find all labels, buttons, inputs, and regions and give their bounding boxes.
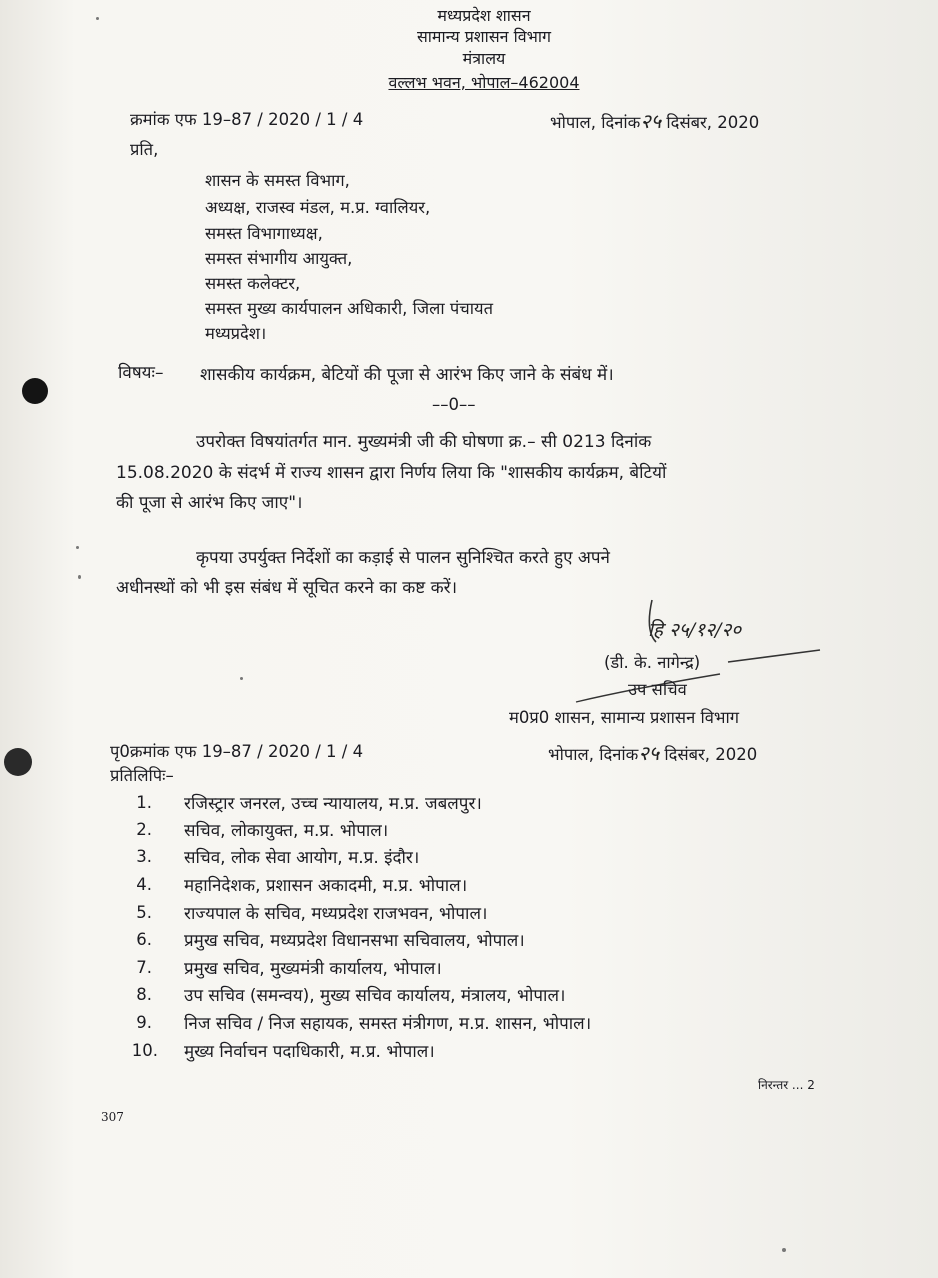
cc-item: मुख्य निर्वाचन पदाधिकारी, म.प्र. भोपाल। [184, 1042, 435, 1062]
signatory-department: म0प्र0 शासन, सामान्य प्रशासन विभाग [509, 708, 740, 727]
cc-item: उप सचिव (समन्वय), मुख्य सचिव कार्यालय, मंत्रालय, भोपाल। [184, 986, 566, 1006]
cc-number: 5. [136, 903, 152, 922]
header-ministry: मंत्रालय [462, 49, 506, 68]
signatory-designation: उप सचिव [628, 680, 687, 699]
speck [240, 677, 243, 680]
copy-to-label: प्रतिलिपिः– [110, 766, 174, 785]
subject-text: शासकीय कार्यक्रम, बेटियों की पूजा से आरंभ किए जाने के संबंध में। [200, 365, 614, 385]
recipient-4: समस्त संभागीय आयुक्त, [205, 249, 353, 268]
cc-number: 9. [136, 1013, 152, 1032]
punch-hole-bottom [4, 748, 32, 776]
subject-label: विषयः– [118, 363, 164, 383]
to-label: प्रति, [130, 140, 159, 159]
date-prefix: भोपाल, दिनांक [550, 113, 641, 132]
cc-item: रजिस्ट्रार जनरल, उच्च न्यायालय, म.प्र. जबलपुर। [184, 794, 482, 814]
cc-number: 3. [136, 847, 152, 866]
recipient-5: समस्त कलेक्टर, [205, 274, 301, 293]
speck [78, 575, 81, 579]
cc-number: 2. [136, 820, 152, 839]
header-state: मध्यप्रदेश शासन [437, 6, 531, 25]
handwritten-date: २५ [640, 109, 662, 133]
cc-number: 8. [136, 985, 152, 1004]
cc-item: प्रमुख सचिव, मध्यप्रदेश विधानसभा सचिवालय, भोपाल। [184, 931, 525, 951]
cc-number: 4. [136, 875, 152, 894]
cc-number: 1. [136, 793, 152, 812]
signature-initials: हि २५/१२/२० [648, 619, 742, 641]
cc-item: सचिव, लोक सेवा आयोग, म.प्र. इंदौर। [184, 848, 420, 868]
subject-separator: ––0–– [432, 395, 476, 414]
cc-number: 7. [136, 958, 152, 977]
date-suffix: दिसंबर, 2020 [664, 745, 758, 764]
cc-number: 6. [136, 930, 152, 949]
cc-number: 10. [131, 1041, 158, 1060]
date-prefix: भोपाल, दिनांक [548, 745, 639, 764]
recipient-3: समस्त विभागाध्यक्ष, [205, 224, 323, 243]
cc-item: महानिदेशक, प्रशासन अकादमी, म.प्र. भोपाल। [184, 876, 468, 896]
reference-date [550, 107, 759, 134]
body-para1-line2: 15.08.2020 के संदर्भ में राज्य शासन द्वारा निर्णय लिया कि "शासकीय कार्यक्रम, बेटियों [116, 463, 667, 483]
speck [76, 546, 79, 549]
speck [96, 17, 99, 20]
recipient-1: शासन के समस्त विभाग, [205, 171, 350, 190]
header-address: वल्लभ भवन, भोपाल–462004 [388, 73, 580, 92]
endorsement-number: पृ0क्रमांक एफ 19–87 / 2020 / 1 / 4 [110, 742, 364, 761]
recipient-7: मध्यप्रदेश। [205, 324, 267, 343]
cc-item: प्रमुख सचिव, मुख्यमंत्री कार्यालय, भोपाल। [184, 959, 442, 979]
cc-item: राज्यपाल के सचिव, मध्यप्रदेश राजभवन, भोपाल। [184, 904, 488, 924]
body-para2-line2: अधीनस्थों को भी इस संबंध में सूचित करने का कष्ट करें। [116, 578, 458, 598]
header-department: सामान्य प्रशासन विभाग [416, 27, 552, 46]
signatory-name: (डी. के. नागेन्द्र) [604, 653, 701, 672]
cc-item: निज सचिव / निज सहायक, समस्त मंत्रीगण, म.प्र. शासन, भोपाल। [184, 1014, 592, 1034]
body-para1-line1: उपरोक्त विषयांतर्गत मान. मुख्यमंत्री जी की घोषणा क्र.– सी 0213 दिनांक [196, 432, 652, 452]
recipient-6: समस्त मुख्य कार्यपालन अधिकारी, जिला पंचायत [205, 299, 493, 318]
punch-hole-top [22, 378, 48, 404]
endorsement-date [548, 739, 757, 766]
page-number: 307 [101, 1110, 124, 1124]
cc-item: सचिव, लोकायुक्त, म.प्र. भोपाल। [184, 821, 389, 841]
body-para2-line1: कृपया उपर्युक्त निर्देशों का कड़ाई से पालन सुनिश्चित करते हुए अपने [196, 548, 610, 568]
handwritten-date: २५ [638, 741, 660, 765]
date-suffix: दिसंबर, 2020 [666, 113, 760, 132]
continued-note: निरन्तर ... 2 [758, 1078, 815, 1092]
recipient-2: अध्यक्ष, राजस्व मंडल, म.प्र. ग्वालियर, [205, 198, 431, 217]
body-para1-line3: की पूजा से आरंभ किए जाए"। [116, 493, 303, 513]
speck [782, 1248, 786, 1252]
reference-number: क्रमांक एफ 19–87 / 2020 / 1 / 4 [130, 110, 364, 129]
